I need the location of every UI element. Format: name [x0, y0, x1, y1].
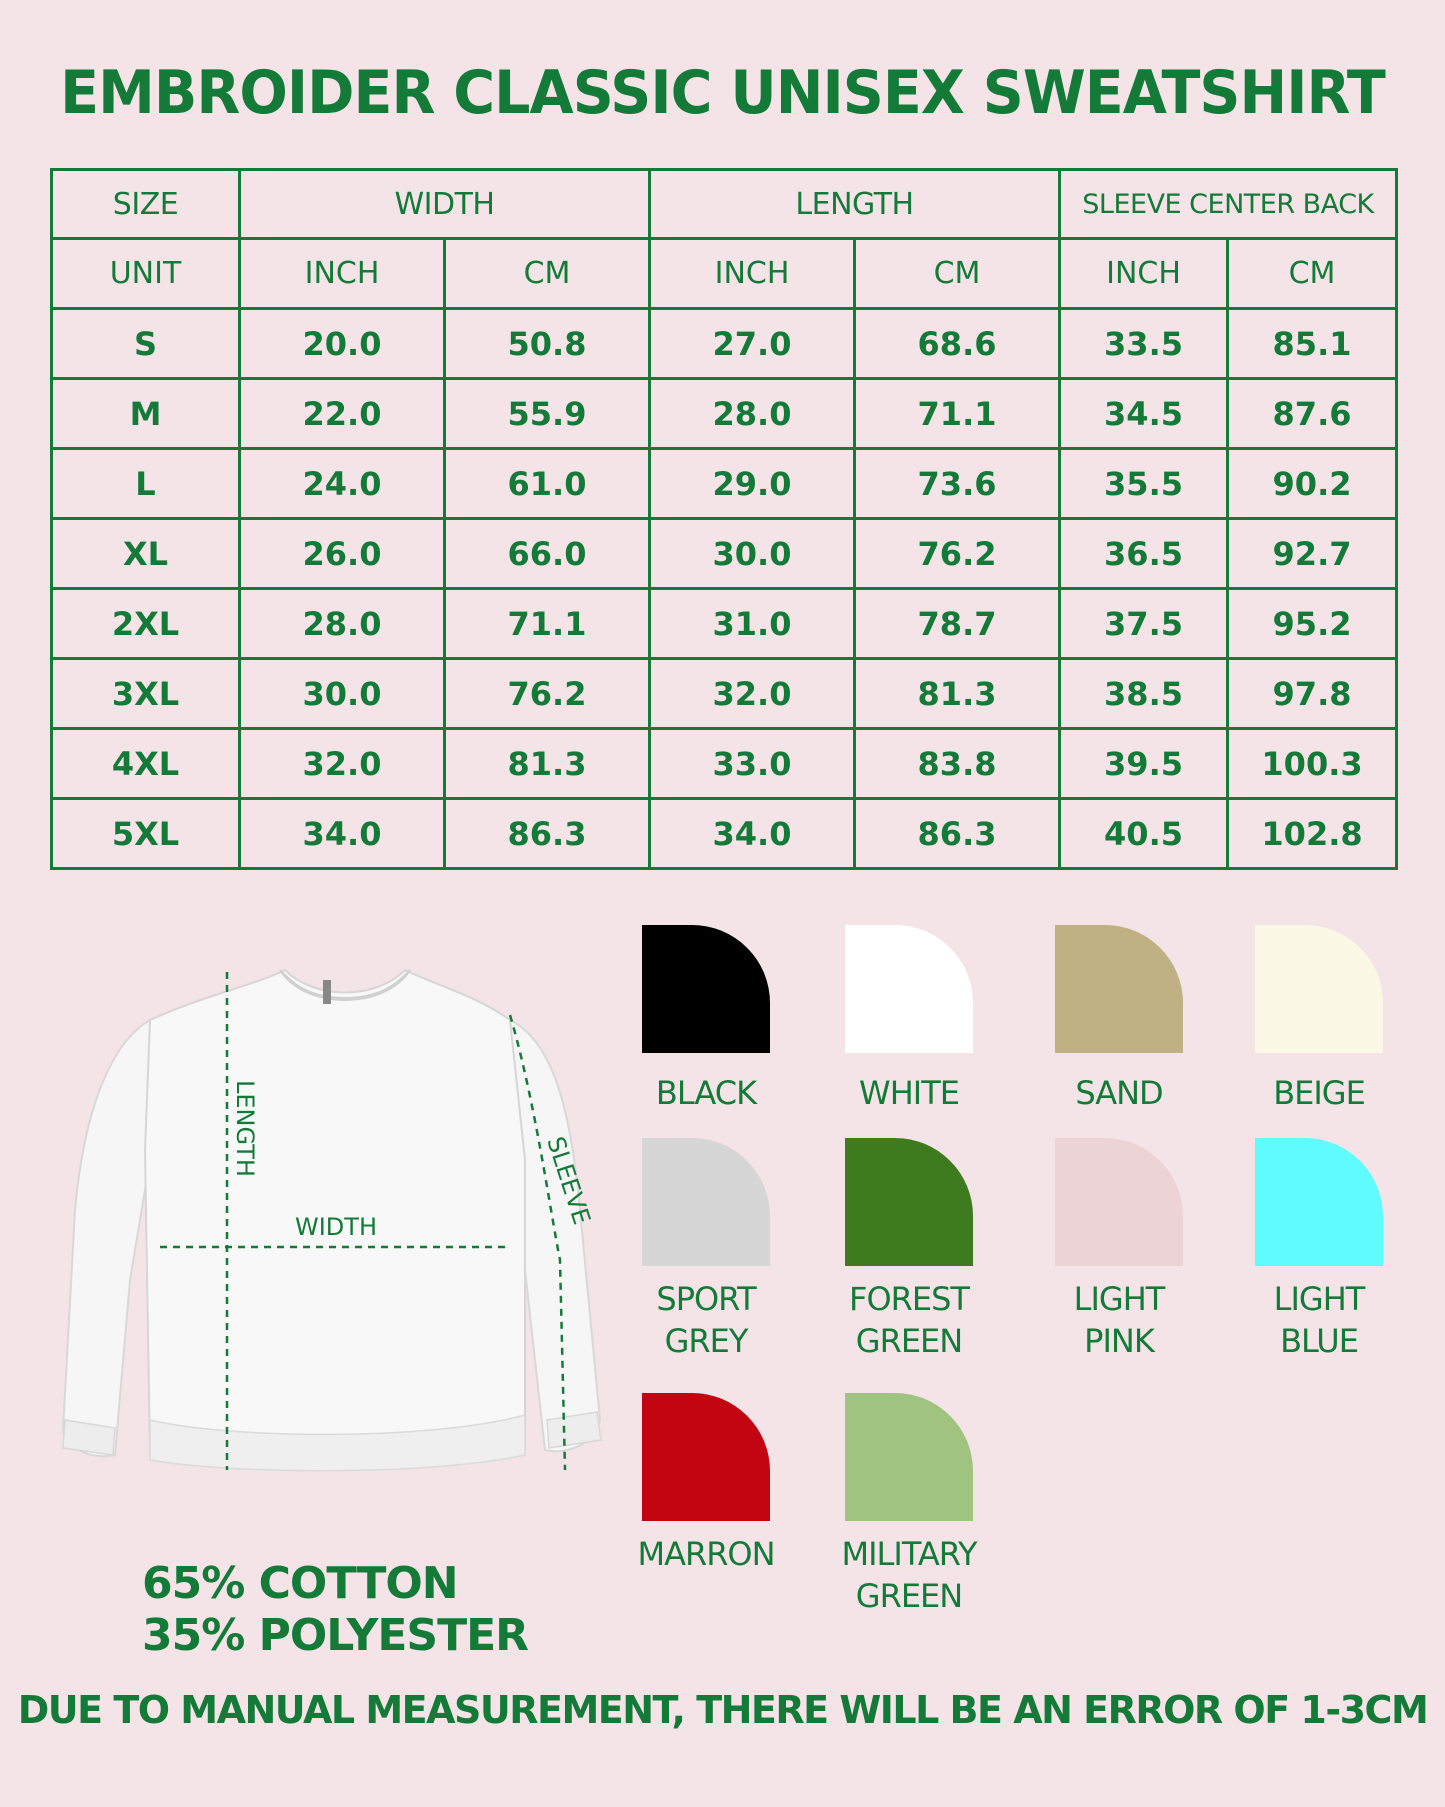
measurement-cell: 85.1	[1228, 309, 1397, 379]
measurement-cell: 81.3	[445, 729, 650, 799]
measurement-note: DUE TO MANUAL MEASUREMENT, THERE WILL BE AN ERROR OF 1-3CM	[17, 1688, 1428, 1732]
measurement-cell: 22.0	[240, 379, 445, 449]
measurement-cell: 26.0	[240, 519, 445, 589]
measurement-cell: 55.9	[445, 379, 650, 449]
measurement-cell: 36.5	[1060, 519, 1228, 589]
measurement-cell: 78.7	[855, 589, 1060, 659]
color-label: SPORT GREY	[656, 1280, 756, 1360]
measurement-cell: 39.5	[1060, 729, 1228, 799]
color-swatch	[642, 1393, 770, 1521]
measurement-cell: 33.5	[1060, 309, 1228, 379]
measurement-cell: 95.2	[1228, 589, 1397, 659]
measurement-cell: 32.0	[650, 659, 855, 729]
size-cell: 3XL	[52, 659, 240, 729]
color-label: WHITE	[859, 1074, 959, 1112]
size-chart-table	[50, 168, 1398, 870]
measurement-cell: 73.6	[855, 449, 1060, 519]
measurement-cell: 90.2	[1228, 449, 1397, 519]
size-cell: 2XL	[52, 589, 240, 659]
measurement-cell: 20.0	[240, 309, 445, 379]
measurement-cell: 68.6	[855, 309, 1060, 379]
measurement-cell: 38.5	[1060, 659, 1228, 729]
measurement-cell: 102.8	[1228, 799, 1397, 869]
unit-cell: INCH	[1060, 239, 1228, 309]
measurement-cell: 92.7	[1228, 519, 1397, 589]
table-row	[52, 659, 1397, 729]
color-label: LIGHT BLUE	[1273, 1280, 1365, 1360]
measurement-cell: 87.6	[1228, 379, 1397, 449]
size-cell: 4XL	[52, 729, 240, 799]
size-cell: L	[52, 449, 240, 519]
measurement-cell: 28.0	[650, 379, 855, 449]
material-line-polyester: 35% POLYESTER	[142, 1610, 529, 1661]
page-title: EMBROIDER CLASSIC UNISEX SWEATSHIRT	[60, 58, 1385, 128]
material-line-cotton: 65% COTTON	[142, 1558, 458, 1609]
measurement-cell: 86.3	[445, 799, 650, 869]
table-row	[52, 309, 1397, 379]
measurement-cell: 34.0	[650, 799, 855, 869]
measurement-cell: 71.1	[855, 379, 1060, 449]
size-cell: 5XL	[52, 799, 240, 869]
unit-cell: CM	[855, 239, 1060, 309]
color-swatch	[642, 1138, 770, 1266]
header-length: LENGTH	[650, 170, 1060, 239]
color-swatch	[845, 925, 973, 1053]
measurement-cell: 81.3	[855, 659, 1060, 729]
measurement-cell: 30.0	[240, 659, 445, 729]
color-label: MILITARY GREEN	[841, 1535, 977, 1615]
measurement-cell: 50.8	[445, 309, 650, 379]
measurement-cell: 76.2	[855, 519, 1060, 589]
unit-cell: CM	[1228, 239, 1397, 309]
color-label: MARRON	[637, 1535, 775, 1573]
color-label: FOREST GREEN	[849, 1280, 969, 1360]
measurement-cell: 76.2	[445, 659, 650, 729]
color-swatch	[642, 925, 770, 1053]
size-cell: XL	[52, 519, 240, 589]
material-composition	[142, 1558, 528, 1662]
measurement-cell: 83.8	[855, 729, 1060, 799]
table-row	[52, 799, 1397, 869]
diagram-sleeve-label: SLEEVE	[541, 1133, 596, 1228]
table-row	[52, 729, 1397, 799]
measurement-cell: 33.0	[650, 729, 855, 799]
measurement-cell: 40.5	[1060, 799, 1228, 869]
color-swatch	[845, 1393, 973, 1521]
measurement-cell: 34.5	[1060, 379, 1228, 449]
measurement-cell: 61.0	[445, 449, 650, 519]
unit-cell: INCH	[650, 239, 855, 309]
color-swatch	[1255, 1138, 1383, 1266]
table-row	[52, 519, 1397, 589]
color-swatch	[1055, 1138, 1183, 1266]
size-cell: S	[52, 309, 240, 379]
unit-cell: CM	[445, 239, 650, 309]
sweatshirt-illustration	[55, 950, 615, 1510]
measurement-cell: 30.0	[650, 519, 855, 589]
measurement-cell: 86.3	[855, 799, 1060, 869]
unit-row	[52, 239, 1397, 309]
measurement-cell: 24.0	[240, 449, 445, 519]
diagram-length-label: LENGTH	[231, 1080, 259, 1177]
color-swatch	[1055, 925, 1183, 1053]
color-label: LIGHT PINK	[1073, 1280, 1165, 1360]
sweatshirt-diagram	[55, 950, 615, 1510]
measurement-cell: 37.5	[1060, 589, 1228, 659]
measurement-cell: 28.0	[240, 589, 445, 659]
diagram-width-label: WIDTH	[295, 1213, 377, 1241]
table-row	[52, 589, 1397, 659]
unit-cell: INCH	[240, 239, 445, 309]
measurement-cell: 32.0	[240, 729, 445, 799]
color-label: BEIGE	[1273, 1074, 1365, 1112]
measurement-cell: 100.3	[1228, 729, 1397, 799]
table-header-row	[52, 170, 1397, 239]
table-row	[52, 379, 1397, 449]
measurement-cell: 34.0	[240, 799, 445, 869]
color-swatch	[1255, 925, 1383, 1053]
measurement-cell: 71.1	[445, 589, 650, 659]
measurement-cell: 35.5	[1060, 449, 1228, 519]
measurement-cell: 31.0	[650, 589, 855, 659]
size-cell: M	[52, 379, 240, 449]
measurement-cell: 29.0	[650, 449, 855, 519]
header-size: SIZE	[52, 170, 240, 239]
unit-cell: UNIT	[52, 239, 240, 309]
header-width: WIDTH	[240, 170, 650, 239]
tag-icon	[323, 980, 331, 1004]
header-sleeve: SLEEVE CENTER BACK	[1060, 170, 1397, 239]
measurement-cell: 27.0	[650, 309, 855, 379]
measurement-cell: 97.8	[1228, 659, 1397, 729]
color-swatch	[845, 1138, 973, 1266]
measurement-cell: 66.0	[445, 519, 650, 589]
table-row	[52, 449, 1397, 519]
color-label: SAND	[1075, 1074, 1163, 1112]
color-label: BLACK	[655, 1074, 757, 1112]
